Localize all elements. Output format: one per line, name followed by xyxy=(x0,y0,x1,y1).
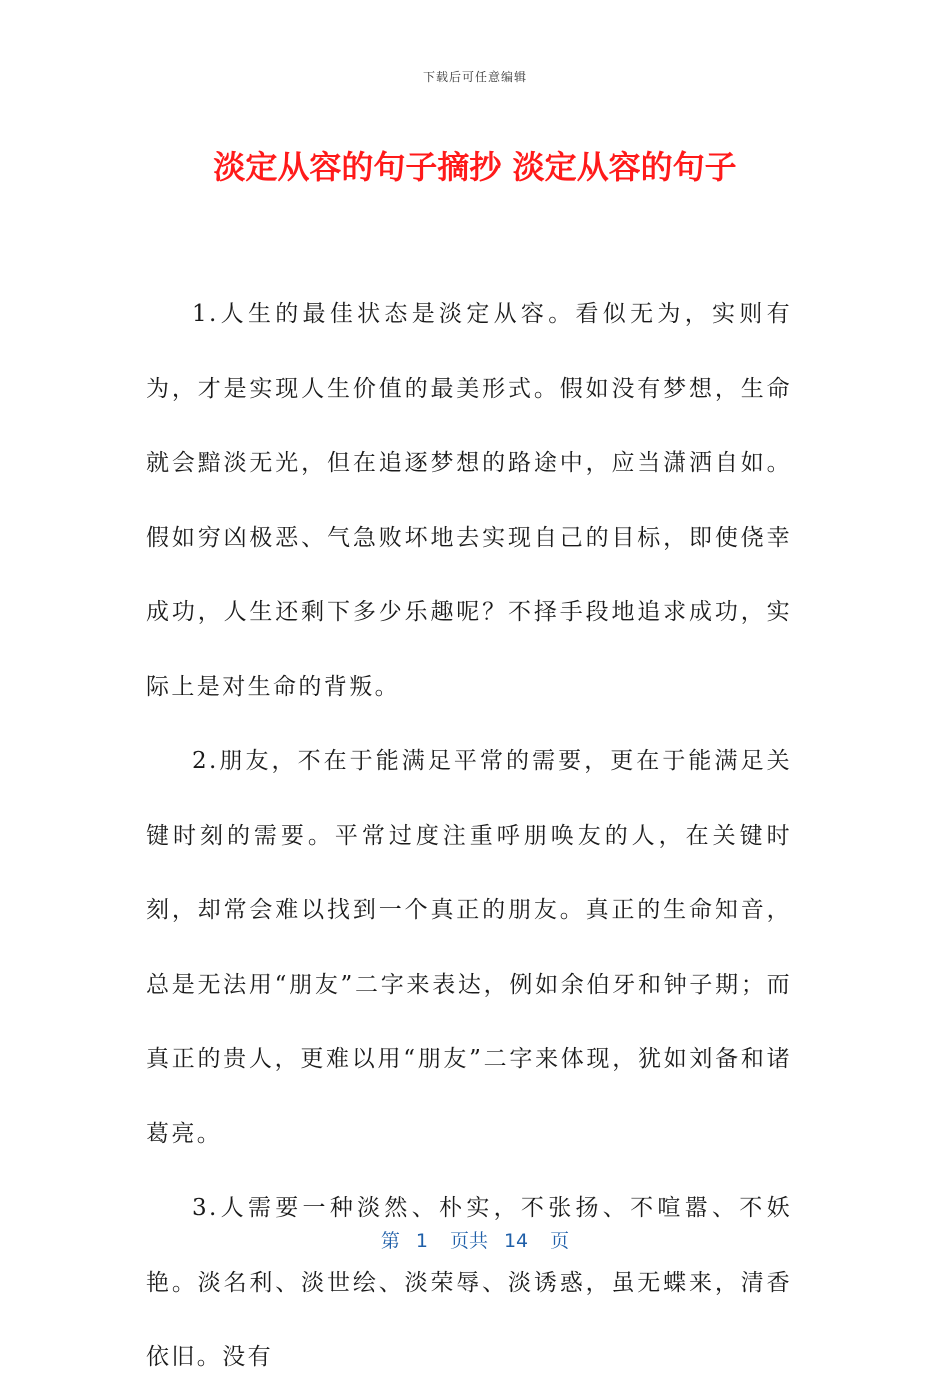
page-footer xyxy=(0,1226,950,1253)
footer-middle: 页共 xyxy=(449,1230,488,1252)
footer-suffix: 页 xyxy=(550,1230,570,1252)
header-note: 下载后可任意编辑 xyxy=(422,70,527,84)
paragraph-3: 3.人需要一种淡然、朴实，不张扬、不喧嚣、不妖艳。淡名利、淡世绘、淡荣辱、淡诱惑，虽无蝶来，清香依旧。没有 xyxy=(146,1195,792,1370)
paragraph-2: 2.朋友，不在于能满足平常的需要，更在于能满足关键时刻的需要。平常过度注重呼朋唤友的人，在关键时刻，却常会难以找到一个真正的朋友。真正的生命知音，总是无法用“朋友”二字来表达，例如余伯牙和钟子期；而真正的贵人，更难以用“朋友”二字来体现，犹如刘备和诸葛亮。 xyxy=(146,748,792,1147)
footer-total-pages: 14 xyxy=(503,1230,529,1252)
footer-page-number: 1 xyxy=(415,1230,428,1252)
footer-prefix: 第 xyxy=(380,1230,400,1252)
document-title: 淡定从容的句子摘抄 淡定从容的句子 xyxy=(213,148,737,186)
paragraph-1: 1.人生的最佳状态是淡定从容。看似无为，实则有为，才是实现人生价值的最美形式。假如没有梦想，生命就会黯淡无光，但在追逐梦想的路途中，应当潇洒自如。假如穷凶极恶、气急败坏地去实现自己的目标，即使侥幸成功，人生还剩下多少乐趣呢？不择手段地追求成功，实际上是对生命的背叛。 xyxy=(146,301,792,700)
